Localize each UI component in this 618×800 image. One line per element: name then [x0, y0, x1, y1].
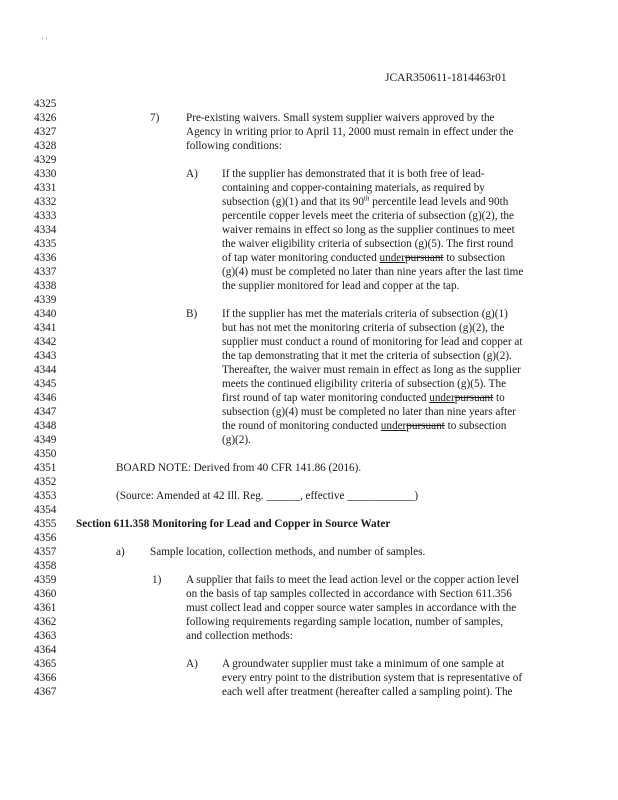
- document-line: [0, 447, 618, 461]
- document-line: [0, 167, 618, 181]
- line-text: the tap demonstrating that it met the criteria of subsection (g)(2).: [222, 350, 512, 362]
- document-line: [0, 279, 618, 293]
- line-number: 4361: [34, 602, 57, 614]
- line-number: 4334: [34, 224, 57, 236]
- line-text: the round of monitoring conducted underpursuant to subsection: [222, 420, 507, 432]
- document-line: [0, 433, 618, 447]
- document-line: [0, 601, 618, 615]
- line-number: 4333: [34, 210, 57, 222]
- item-label: A): [186, 658, 198, 670]
- line-number: 4345: [34, 378, 57, 390]
- line-text: Sample location, collection methods, and number of samples.: [150, 546, 426, 558]
- document-line: [0, 587, 618, 601]
- document-line: [0, 671, 618, 685]
- item-label: a): [116, 546, 125, 558]
- document-line: [0, 685, 618, 699]
- document-line: [0, 153, 618, 167]
- line-text: supplier must conduct a round of monitoring for lead and copper at: [222, 336, 523, 348]
- line-number: 4351: [34, 462, 57, 474]
- line-number: 4327: [34, 126, 57, 138]
- line-number: 4339: [34, 294, 57, 306]
- line-text: If the supplier has met the materials criteria of subsection (g)(1): [222, 308, 508, 320]
- line-text: but has not met the monitoring criteria of subsection (g)(2), the: [222, 322, 505, 334]
- line-number: 4326: [34, 112, 57, 124]
- document-line: [0, 545, 618, 559]
- line-text: Pre-existing waivers. Small system supplier waivers approved by the: [186, 112, 495, 124]
- line-text: containing and copper-containing materials, as required by: [222, 182, 485, 194]
- document-line: [0, 559, 618, 573]
- document-line: [0, 335, 618, 349]
- line-text: every entry point to the distribution system that is representative of: [222, 672, 523, 684]
- document-line: [0, 195, 618, 209]
- document-line: [0, 517, 618, 531]
- document-line: [0, 97, 618, 111]
- document-line: [0, 251, 618, 265]
- line-number: 4357: [34, 546, 57, 558]
- document-line: [0, 111, 618, 125]
- line-text: must collect lead and copper source water samples in accordance with the: [186, 602, 517, 614]
- line-number: 4330: [34, 168, 57, 180]
- document-line: [0, 405, 618, 419]
- line-text: meets the continued eligibility criteria of subsection (g)(5). The: [222, 378, 507, 390]
- line-text: following conditions:: [186, 140, 283, 152]
- line-number: 4335: [34, 238, 57, 250]
- document-line: [0, 419, 618, 433]
- line-number: 4360: [34, 588, 57, 600]
- document-line: [0, 377, 618, 391]
- line-text: subsection (g)(1) and that its 90th percentile lead levels and 90th: [222, 194, 509, 208]
- line-number: 4355: [34, 518, 57, 530]
- item-label: 7): [150, 112, 160, 124]
- document-line: [0, 265, 618, 279]
- item-label: A): [186, 168, 198, 180]
- line-text: (Source: Amended at 42 Ill. Reg. ______, effective ____________): [116, 490, 419, 502]
- line-text: BOARD NOTE: Derived from 40 CFR 141.86 (2016).: [116, 462, 362, 474]
- document-line: [0, 349, 618, 363]
- line-number: 4336: [34, 252, 57, 264]
- document-line: [0, 363, 618, 377]
- line-number: 4362: [34, 616, 57, 628]
- line-text: (g)(4) must be completed no later than nine years after the last time: [222, 266, 524, 278]
- document-line: [0, 139, 618, 153]
- item-label: B): [186, 308, 198, 320]
- document-line: [0, 475, 618, 489]
- line-text: A groundwater supplier must take a minimum of one sample at: [222, 658, 505, 670]
- document-line: [0, 237, 618, 251]
- line-text: Thereafter, the waiver must remain in effect as long as the supplier: [222, 364, 521, 376]
- line-number: 4349: [34, 434, 57, 446]
- document-line: [0, 503, 618, 517]
- line-text: Agency in writing prior to April 11, 2000 must remain in effect under the: [186, 126, 514, 138]
- line-number: 4367: [34, 686, 57, 698]
- document-line: [0, 307, 618, 321]
- line-number: 4347: [34, 406, 57, 418]
- document-line: [0, 125, 618, 139]
- document-line: [0, 321, 618, 335]
- line-text: of tap water monitoring conducted underpursuant to subsection: [222, 252, 506, 264]
- line-text: on the basis of tap samples collected in accordance with Section 611.356: [186, 588, 512, 600]
- line-number: 4337: [34, 266, 57, 278]
- document-line: [0, 391, 618, 405]
- line-text: and collection methods:: [186, 630, 293, 642]
- document-line: [0, 461, 618, 475]
- line-number: 4332: [34, 196, 57, 208]
- line-number: 4329: [34, 154, 57, 166]
- document-line: [0, 531, 618, 545]
- line-text: the waiver eligibility criteria of subsection (g)(5). The first round: [222, 238, 514, 250]
- line-text: following requirements regarding sample location, number of samples,: [186, 616, 504, 628]
- line-number: 4346: [34, 392, 57, 404]
- line-number: 4353: [34, 490, 57, 502]
- line-number: 4344: [34, 364, 57, 376]
- line-number: 4363: [34, 630, 57, 642]
- line-number: 4359: [34, 574, 57, 586]
- line-text: waiver remains in effect so long as the supplier continues to meet: [222, 224, 515, 236]
- document-line: [0, 615, 618, 629]
- scan-marks: ' ': [42, 36, 47, 45]
- line-number: 4331: [34, 182, 57, 194]
- line-number: 4338: [34, 280, 57, 292]
- line-number: 4350: [34, 448, 57, 460]
- line-number: 4356: [34, 532, 57, 544]
- line-text: the supplier monitored for lead and copper at the tap.: [222, 280, 460, 292]
- line-number: 4352: [34, 476, 57, 488]
- line-text: (g)(2).: [222, 434, 251, 446]
- document-line: [0, 293, 618, 307]
- line-number: 4342: [34, 336, 57, 348]
- document-line: [0, 181, 618, 195]
- line-number: 4354: [34, 504, 57, 516]
- document-id: JCAR350611-1814463r01: [385, 72, 507, 84]
- line-number: 4366: [34, 672, 57, 684]
- line-number: 4325: [34, 98, 57, 110]
- line-text: If the supplier has demonstrated that it is both free of lead-: [222, 168, 485, 180]
- document-line: [0, 489, 618, 503]
- line-number: 4341: [34, 322, 57, 334]
- document-line: [0, 209, 618, 223]
- line-number: 4328: [34, 140, 57, 152]
- line-text: subsection (g)(4) must be completed no later than nine years after: [222, 406, 516, 418]
- line-text: first round of tap water monitoring conducted underpursuant to: [222, 392, 505, 404]
- document-line: [0, 657, 618, 671]
- line-number: 4348: [34, 420, 57, 432]
- line-text: A supplier that fails to meet the lead action level or the copper action level: [186, 574, 520, 586]
- line-text: percentile copper levels meet the criteria of subsection (g)(2), the: [222, 210, 514, 222]
- document-line: [0, 643, 618, 657]
- line-number: 4364: [34, 644, 57, 656]
- document-line: [0, 629, 618, 643]
- line-number: 4365: [34, 658, 57, 670]
- line-text: each well after treatment (hereafter called a sampling point). The: [222, 686, 513, 698]
- line-text: Section 611.358 Monitoring for Lead and Copper in Source Water: [76, 518, 391, 530]
- document-line: [0, 573, 618, 587]
- line-number: 4340: [34, 308, 57, 320]
- line-number: 4343: [34, 350, 57, 362]
- document-line: [0, 223, 618, 237]
- line-number: 4358: [34, 560, 57, 572]
- item-label: 1): [152, 574, 162, 586]
